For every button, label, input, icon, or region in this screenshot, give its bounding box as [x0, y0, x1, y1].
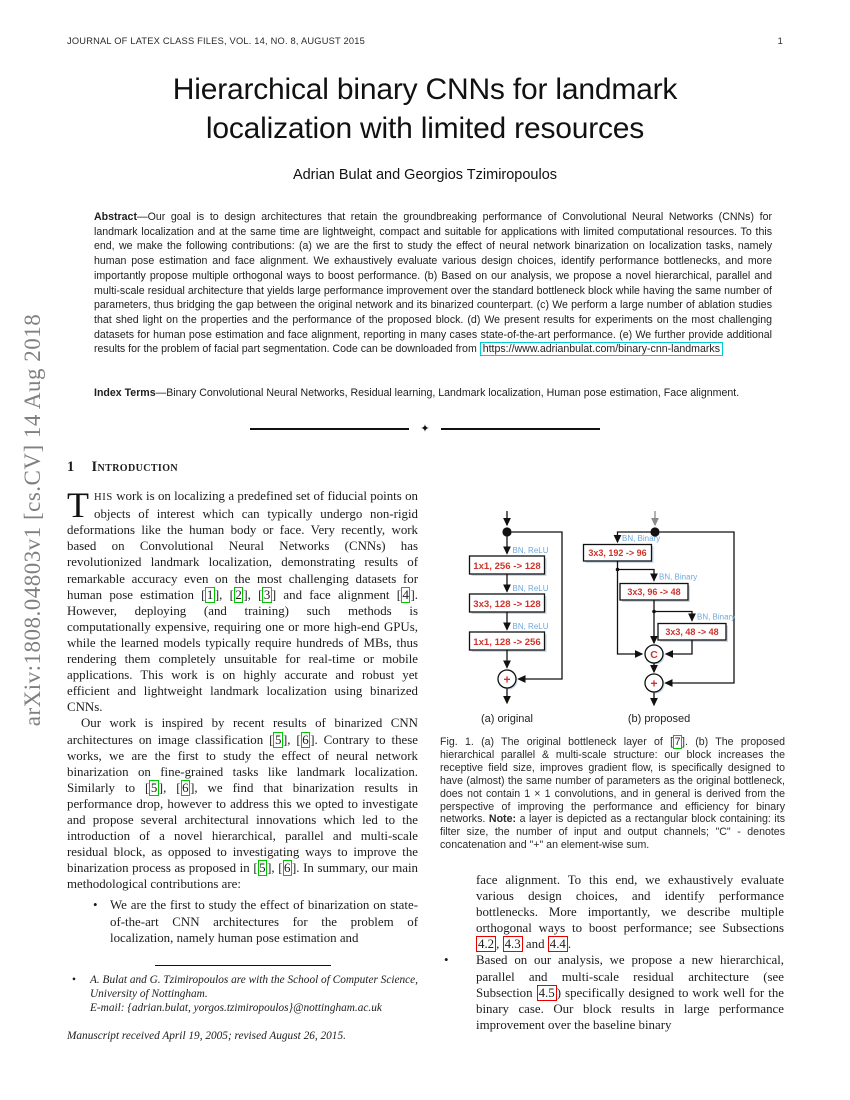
paper-title-line2: localization with limited resources: [205, 112, 645, 145]
citation-6b[interactable]: 6: [182, 780, 189, 795]
fig-a-bn-relu-label-3: BN, ReLU: [512, 622, 549, 631]
fig-b-edge-2: [618, 570, 655, 581]
left-column: [67, 459, 418, 959]
citation-3[interactable]: 3: [263, 587, 271, 602]
bullet-icon: •: [444, 953, 449, 968]
citation-6[interactable]: 6: [302, 732, 309, 747]
fig-b-box2-label: 3x3, 96 -> 48: [627, 587, 681, 597]
abstract: [94, 210, 772, 357]
figcap-text: ]. (b) The proposed hierarchical parallel & multi-scale structure: our block increases the receptive field size, improves gradient flow, is specifically designed to have (almost) the same number of parameters as the original bottleneck, does not contain 1 × 1 convolutions, and in general is derived from the perspective of improving the performance and efficiency for binary networks.: [440, 736, 785, 826]
item2-text: Based on our analysis, we propose a new hierarchical, parallel and multi-scale residual architecture (see Subsection: [476, 953, 784, 1000]
item2-text: ) specifically designed to work well for the binary case. Our block results in large performance improvement over the baseline binary: [476, 985, 784, 1032]
footnote-rule: [155, 965, 331, 966]
p1-text: ], [: [214, 587, 234, 602]
paper-title-line1: Hierarchical binary CNNs for landmark: [172, 73, 678, 106]
fig-b-sum-label: +: [650, 676, 658, 691]
fig-b-bn-binary-label-2: BN, Binary: [659, 572, 698, 582]
citation-2[interactable]: 2: [235, 587, 242, 602]
fig-a-bn-relu-label-2: BN, ReLU: [512, 584, 549, 593]
p2-text: ], we find that binarization results in performance drop, however to address this we opted to investigate and propose several architectural innovations which led to the introduction of a novel hierarchical, parallel and multi-scale residual block, as opposed to investigating ways to improve the binarization process as proposed in [: [67, 780, 418, 876]
section-title: Introduction: [91, 459, 179, 475]
figcap-note-label: Note:: [488, 813, 516, 826]
lead-smallcaps: HIS: [94, 492, 113, 504]
p1-text: work is on localizing a predefined set of fiducial points on objects of interest which can typically undergo non-rigid deformations like the human body or face. Very recently, work based on Convolutional Neural Networks (CNNs) has revolutionized landmark localization, demonstrating results of remarkable accuracy even on the most challenging datasets for human pose estimation [: [67, 489, 418, 602]
intro-paragraph-2: [67, 715, 418, 892]
section-heading: [67, 459, 418, 475]
subsection-ref-4-2[interactable]: 4.2: [478, 937, 495, 952]
fig-a-caption: (a) original: [481, 713, 533, 725]
bullet-icon: •: [72, 974, 76, 986]
affiliation-text: A. Bulat and G. Tzimiropoulos are with the School of Computer Science, University of Nottingham.: [90, 974, 419, 1000]
email-text: E-mail: {adrian.bulat, yorgos.tzimiropoulos}@nottingham.ac.uk: [90, 1001, 382, 1014]
citation-6c[interactable]: 6: [284, 861, 291, 876]
section-number: 1: [67, 459, 75, 475]
page-number: 1: [777, 36, 783, 46]
footnote-affiliation: [67, 974, 418, 1016]
fig-b-box1-label: 3x3, 192 -> 96: [588, 548, 647, 558]
section-separator: [250, 421, 600, 437]
separator-rule-left: [250, 428, 409, 429]
item1-cont-text: ,: [496, 937, 503, 952]
index-terms-text: —Binary Convolutional Neural Networks, Residual learning, Landmark localization, Human pose estimation, Face alignment.: [155, 387, 740, 399]
authors-line: Adrian Bulat and Georgios Tzimiropoulos: [292, 167, 558, 183]
separator-rule-right: [441, 428, 600, 429]
contribution-item-1-text: We are the first to study the effect of binarization on state-of-the-art CNN architectures for the problem of localization, namely human pose estimation and: [110, 898, 418, 945]
fig-a-box1-label: 1x1, 256 -> 128: [473, 560, 541, 572]
fig-b-edge-3: [654, 612, 692, 621]
paper-title: [0, 70, 850, 148]
fig-a-bn-relu-label-1: BN, ReLU: [512, 546, 549, 555]
manuscript-note: Manuscript received April 19, 2005; revised August 26, 2015.: [67, 1030, 346, 1042]
p2-text: ]. Contrary to these works, we are the first to study the effect of neural network binarization on fine-grained tasks like landmark localization. Similarly to [: [67, 732, 418, 795]
p2-text: ]. In summary, our main methodological contributions are:: [67, 861, 418, 892]
fig-b-skip-connection: [660, 532, 734, 683]
p2-text: ], [: [158, 780, 181, 795]
figure-1: [440, 503, 785, 734]
citation-5b[interactable]: 5: [150, 780, 158, 795]
index-terms: [94, 386, 772, 401]
citation-5c[interactable]: 5: [259, 861, 266, 876]
citation-7[interactable]: 7: [674, 736, 681, 748]
intro-paragraph-1: [67, 485, 418, 715]
contribution-item-1-continued: [476, 872, 784, 952]
bullet-icon: •: [93, 898, 98, 913]
fig-b-bn-binary-label-3: BN, Binary: [697, 612, 736, 622]
citation-4[interactable]: 4: [402, 587, 409, 602]
figure-1-caption: [440, 736, 785, 852]
fig-a-box3-label: 1x1, 128 -> 256: [473, 636, 541, 648]
p1-text: ] and face alignment [: [271, 587, 402, 602]
citation-5[interactable]: 5: [274, 732, 282, 747]
p1-text: ], [: [243, 587, 263, 602]
diamond-icon: ✦: [420, 422, 430, 435]
fig-b-branch1-to-concat: [618, 561, 643, 654]
fig-b-branch3-to-concat: [666, 640, 692, 654]
fig-a-sum-label: +: [503, 672, 511, 687]
footnote: [67, 974, 418, 1016]
contribution-item-2: [440, 952, 784, 1032]
contribution-item-1: [67, 897, 418, 945]
running-header: [67, 36, 783, 46]
code-link[interactable]: https://www.adrianbulat.com/binary-cnn-landmarks: [480, 342, 723, 356]
figcap-text: a layer is depicted as a rectangular block containing: its filter size, the number of input and output channels; "C" - denotes concatenation and "+" an element-wise sum.: [440, 813, 785, 852]
p1-text: ]. However, deploying (and training) such methods is computationally expensive, requiring one or more high-end GPUs, while the learned models typically require hundreds of MBs, thus rendering them completely unsuitable for real-time or mobile applications. This work is on highly accurate and robust yet efficient and lightweight landmark localization using binarized CNNs.: [67, 587, 418, 715]
fig-a-original: [470, 511, 563, 725]
fig-b-caption: (b) proposed: [627, 713, 691, 725]
citation-1[interactable]: 1: [206, 587, 214, 602]
p2-text: Our work is inspired by recent results of binarized CNN architectures on image classification [: [67, 716, 418, 747]
abstract-label: Abstract: [94, 211, 137, 223]
p2-text: ], [: [282, 732, 301, 747]
fig-a-box2-label: 3x3, 128 -> 128: [473, 598, 541, 610]
p2-text: ], [: [267, 861, 283, 876]
fig-b-concat-label: C: [650, 649, 658, 661]
fig-b-proposed: [584, 511, 736, 725]
right-column: [440, 872, 784, 1038]
subsection-ref-4-4[interactable]: 4.4: [549, 937, 566, 952]
figcap-text: Fig. 1. (a) The original bottleneck layer of [: [440, 736, 674, 748]
item1-cont-text: and: [522, 937, 548, 952]
abstract-text: —Our goal is to design architectures that retain the groundbreaking performance of Convolutional Neural Networks (CNNs) for landmark localization and at the same time are lightweight, compact and suitable for applications with limited computational resources. To this end, we make the following contributions: (a) we are the first to study the effect of neural network binarization on localization tasks, namely human pose estimation and face alignment. We exhaustively evaluate various design choices, identify performance bottlenecks, and more importantly propose multiple orthogonal ways to boost performance. (b) Based on our analysis, we propose a novel hierarchical, parallel and multi-scale residual architecture that yields large performance improvement over the standard bottleneck block while having the same number of parameters, thus bridging the gap between the original network and its binarized counterpart. (c) We perform a large number of ablation studies that shed light on the properties and the performance of the proposed block. (d) We present results for experiments on the most challenging datasets for human pose estimation and face alignment, reporting in many cases state-of-the-art performance. (e) We further provide additional results for the problem of facial part segmentation. Code can be downloaded from: [94, 211, 772, 356]
index-terms-label: Index Terms: [94, 387, 156, 399]
subsection-ref-4-3[interactable]: 4.3: [504, 937, 521, 952]
drop-cap: T: [67, 485, 89, 526]
fig-b-box3-label: 3x3, 48 -> 48: [665, 627, 719, 637]
fig-a-branch-dot: [502, 527, 511, 536]
item1-cont-text: face alignment. To this end, we exhaustively evaluate various design choices, and identify performance bottlenecks. More importantly, we describe multiple orthogonal ways to boost performance; see Subsections: [476, 873, 784, 936]
figure-1-diagram: [440, 503, 785, 734]
fig-b-bn-binary-label-1: BN, Binary: [622, 534, 661, 543]
journal-name: JOURNAL OF LATEX CLASS FILES, VOL. 14, NO. 8, AUGUST 2015: [67, 36, 365, 46]
item1-cont-text: .: [567, 937, 572, 952]
arxiv-watermark: arXiv:1808.04803v1 [cs.CV] 14 Aug 2018: [20, 313, 45, 727]
subsection-ref-4-5[interactable]: 4.5: [538, 985, 555, 1000]
